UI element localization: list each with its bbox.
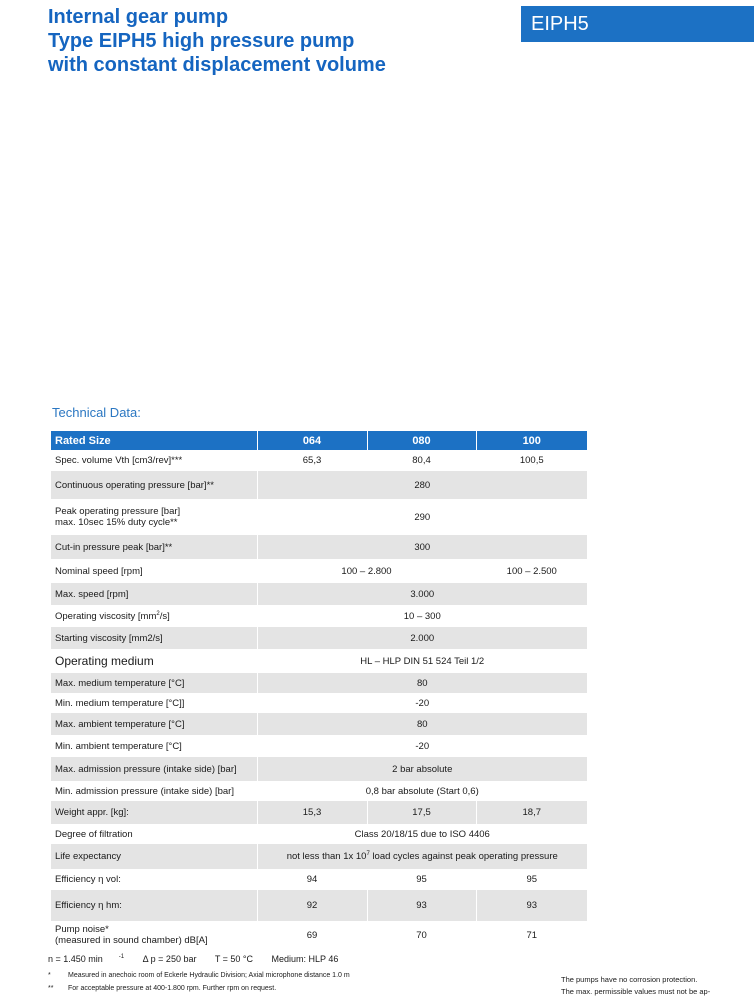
row-label: Min. ambient temperature [°C]	[51, 735, 257, 757]
table-cell: 10 – 300	[257, 605, 587, 627]
table-cell: -20	[257, 735, 587, 757]
table-cell: 100 – 2.500	[476, 559, 587, 583]
table-row	[51, 583, 587, 605]
table-row	[51, 781, 587, 801]
table-row	[51, 627, 587, 649]
page-title	[48, 5, 386, 77]
column-header-080: 080	[367, 431, 476, 450]
table-row	[51, 735, 587, 757]
table-row	[51, 801, 587, 824]
table-cell: 80,4	[367, 450, 476, 471]
table-cell: 100,5	[476, 450, 587, 471]
table-cell: 95	[367, 869, 476, 890]
row-label-line: Peak operating pressure [bar]	[55, 506, 181, 517]
table-cell: -20	[257, 693, 587, 713]
section-title: Technical Data:	[52, 405, 141, 420]
condition-speed	[48, 954, 124, 964]
test-conditions	[48, 954, 354, 964]
row-label-line: Pump noise*	[55, 924, 109, 935]
condition-pressure: Δ p = 250 bar	[142, 954, 197, 964]
row-label: Degree of filtration	[51, 824, 257, 844]
row-label-text: Operating viscosity [mm	[55, 610, 157, 622]
technical-data-table	[51, 431, 587, 949]
table-row	[51, 605, 587, 627]
table-cell: 2 bar absolute	[257, 757, 587, 781]
footnote-text: Measured in anechoic room of Eckerle Hydraulic Division; Axial microphone distance 1.0 m	[68, 972, 350, 979]
model-badge: EIPH5	[521, 6, 754, 42]
row-label: Max. admission pressure (intake side) [bar]	[51, 757, 257, 781]
row-label-text: /s]	[159, 610, 170, 622]
title-line-3: with constant displacement volume	[48, 54, 386, 76]
table-row	[51, 693, 587, 713]
table-cell: Class 20/18/15 due to ISO 4406	[257, 824, 587, 844]
table-cell: 65,3	[257, 450, 367, 471]
table-row	[51, 559, 587, 583]
side-note: The max. permissible values must not be ap-	[561, 987, 711, 996]
row-label: Efficiency η hm:	[51, 890, 257, 921]
cell-text: load cycles against peak operating pressure	[369, 851, 558, 862]
condition-speed-text: n = 1.450 min	[48, 954, 103, 964]
superscript: 2	[156, 610, 160, 617]
table-row	[51, 673, 587, 693]
footnote-mark: *	[48, 972, 51, 979]
row-label: Cut-in pressure peak [bar]**	[51, 535, 257, 559]
table-row	[51, 921, 587, 949]
table-cell: 80	[257, 673, 587, 693]
column-header-100: 100	[476, 431, 587, 450]
table-cell: 100 – 2.800	[257, 559, 476, 583]
table-cell: 290	[257, 499, 587, 535]
table-cell: 95	[476, 869, 587, 890]
table-cell	[257, 844, 587, 869]
footnotes	[48, 972, 350, 998]
table-cell: HL – HLP DIN 51 524 Teil 1/2	[257, 649, 587, 673]
row-label: Life expectancy	[51, 844, 257, 869]
title-line-1: Internal gear pump	[48, 6, 229, 28]
side-notes	[561, 975, 710, 999]
superscript: -1	[118, 954, 125, 960]
row-label: Min. medium temperature [°C]]	[51, 693, 257, 713]
condition-temperature: T = 50 °C	[214, 954, 254, 964]
table-cell: 0,8 bar absolute (Start 0,6)	[257, 781, 587, 801]
table-row	[51, 824, 587, 844]
table-row	[51, 713, 587, 735]
table-row	[51, 757, 587, 781]
table-cell: 17,5	[367, 801, 476, 824]
table-cell: 3.000	[257, 583, 587, 605]
table-row	[51, 535, 587, 559]
table-cell: 80	[257, 713, 587, 735]
table-cell: 93	[367, 890, 476, 921]
row-label: Continuous operating pressure [bar]**	[51, 471, 257, 499]
table-cell: 94	[257, 869, 367, 890]
cell-text: not less than 1x 10	[286, 851, 367, 862]
column-header-rated-size: Rated Size	[51, 431, 257, 450]
table-cell: 93	[476, 890, 587, 921]
row-label: Weight appr. [kg]:	[51, 801, 257, 824]
title-line-2: Type EIPH5 high pressure pump	[48, 30, 355, 52]
row-label	[51, 605, 257, 627]
row-label: Min. admission pressure (intake side) [bar]	[51, 781, 257, 801]
row-label-line: (measured in sound chamber) dB[A]	[55, 935, 208, 946]
table-cell: 280	[257, 471, 587, 499]
table-cell: 92	[257, 890, 367, 921]
table-cell: 69	[257, 921, 367, 949]
row-label: Starting viscosity [mm2/s]	[51, 627, 257, 649]
table-row	[51, 499, 587, 535]
table-row	[51, 890, 587, 921]
row-label: Max. medium temperature [°C]	[51, 673, 257, 693]
table-row	[51, 649, 587, 673]
table-row	[51, 450, 587, 471]
footnote-mark: **	[48, 985, 54, 992]
superscript: 7	[366, 850, 370, 857]
footnote-text: For acceptable pressure at 400-1.800 rpm. Further rpm on request.	[68, 985, 277, 992]
column-header-064: 064	[257, 431, 367, 450]
table-header-row	[51, 431, 587, 450]
row-label	[51, 499, 257, 535]
row-label: Operating medium	[51, 649, 257, 673]
footnote	[48, 972, 350, 985]
table-row	[51, 844, 587, 869]
footnote	[48, 985, 350, 998]
row-label: Max. speed [rpm]	[51, 583, 257, 605]
table-cell: 70	[367, 921, 476, 949]
table-cell: 71	[476, 921, 587, 949]
row-label-line: max. 10sec 15% duty cycle**	[55, 517, 178, 528]
table-cell: 18,7	[476, 801, 587, 824]
table-cell: 300	[257, 535, 587, 559]
table-row	[51, 869, 587, 890]
row-label: Efficiency η vol:	[51, 869, 257, 890]
condition-medium: Medium: HLP 46	[271, 954, 339, 964]
table-cell: 15,3	[257, 801, 367, 824]
side-note: The pumps have no corrosion protection.	[561, 975, 698, 984]
row-label: Max. ambient temperature [°C]	[51, 713, 257, 735]
row-label: Nominal speed [rpm]	[51, 559, 257, 583]
table-row	[51, 471, 587, 499]
row-label: Spec. volume Vth [cm3/rev]***	[51, 450, 257, 471]
table-cell: 2.000	[257, 627, 587, 649]
row-label	[51, 921, 257, 949]
